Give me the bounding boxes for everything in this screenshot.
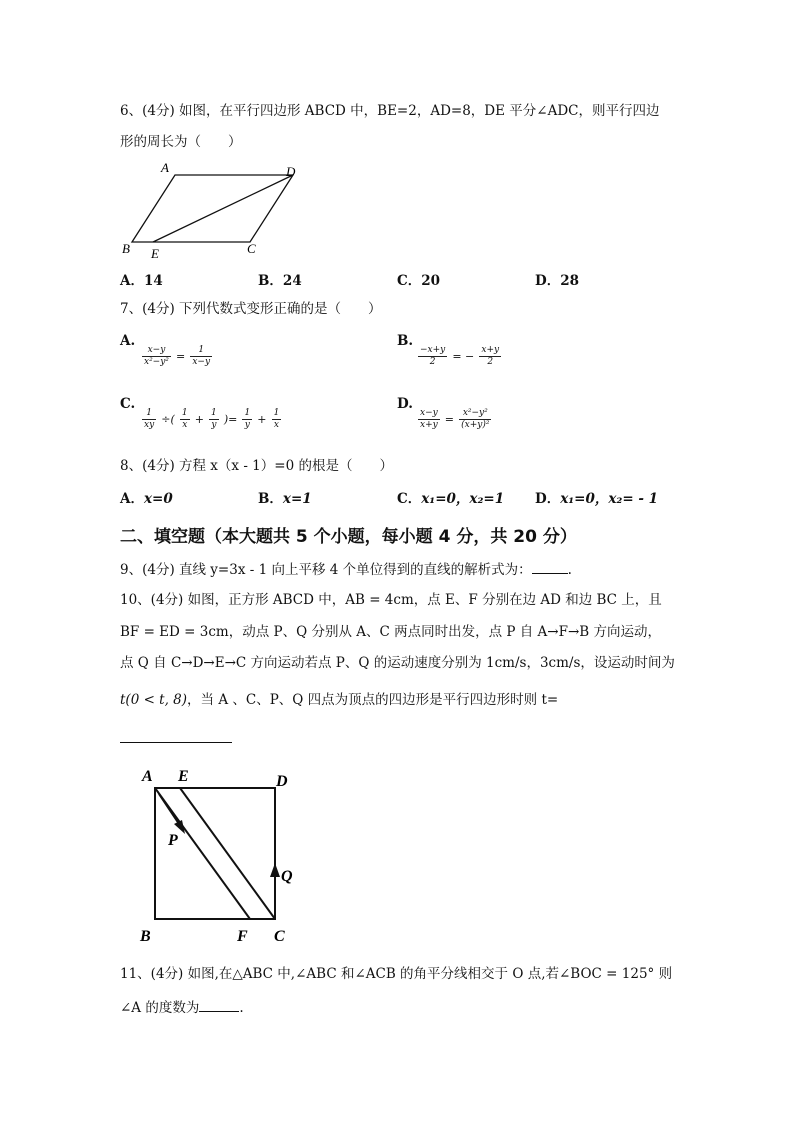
label-d: D bbox=[276, 773, 288, 790]
q10-line1: 10、(4分) 如图，正方形 ABCD 中，AB = 4cm，点 E、F 分别在边 AD 和边 BC 上，且 bbox=[120, 592, 662, 608]
label-c: C bbox=[247, 241, 256, 256]
q7-option-c-expr[interactable]: $\frac{1}{xy}$ ÷( $\frac{1}{x}$ + $\frac{1}{y}$ )= $\frac{1}{y}$ + $\frac{1}{x}$ bbox=[144, 408, 280, 430]
section2-heading: 二、填空题（本大题共 5 个小题，每小题 4 分，共 20 分） bbox=[120, 527, 577, 547]
q6-option-c[interactable]: C．20 bbox=[397, 273, 441, 289]
square-figure bbox=[130, 760, 305, 950]
q7-option-b-expr[interactable]: $\frac{-x+y}{2}$ = − $\frac{x+y}{2}$ bbox=[420, 345, 500, 367]
label-b: B bbox=[122, 241, 130, 256]
q10-answer-blank[interactable] bbox=[120, 741, 232, 743]
q8-stem: 8、(4分) 方程 x（x - 1）=0 的根是（ ） bbox=[120, 458, 393, 474]
label-e: E bbox=[178, 768, 189, 785]
q7-option-a-letter[interactable]: A. bbox=[120, 333, 136, 349]
q6-line2: 形的周长为（ ） bbox=[120, 134, 242, 150]
label-q: Q bbox=[281, 868, 293, 885]
q7-stem: 7、(4分) 下列代数式变形正确的是（ ） bbox=[120, 301, 382, 317]
q8-option-a[interactable]: A．x=0 bbox=[120, 491, 173, 507]
q11-line2: ∠A 的度数为 . bbox=[120, 1000, 244, 1016]
q7-option-d-expr[interactable]: $\frac{x-y}{x+y}$ = $\frac{\text{x²−y²}}{\text{(x+y)²}}$ bbox=[420, 408, 490, 430]
arrow-q-head bbox=[270, 863, 280, 877]
q6-line1: 6、(4分) 如图，在平行四边形 ABCD 中，BE=2，AD=8，DE 平分∠ADC，则平行四边 bbox=[120, 103, 660, 119]
label-b: B bbox=[140, 928, 151, 945]
q6-option-d[interactable]: D．28 bbox=[535, 273, 580, 289]
label-c: C bbox=[274, 928, 285, 945]
parallelogram-figure bbox=[115, 158, 305, 263]
q6-option-b[interactable]: B．24 bbox=[258, 273, 302, 289]
label-f: F bbox=[237, 928, 248, 945]
parallelogram-abcd bbox=[132, 175, 293, 242]
q9-line: 9、(4分) 直线 y=3x - 1 向上平移 4 个单位得到的直线的解析式为： . bbox=[120, 562, 572, 578]
q8-option-d[interactable]: D．x₁=0，x₂= - 1 bbox=[535, 491, 659, 507]
arrow-p-shaft bbox=[159, 794, 181, 827]
q8-option-b[interactable]: B．x=1 bbox=[258, 491, 312, 507]
q7-option-b-letter[interactable]: B. bbox=[397, 333, 414, 349]
q10-line4: t(0 < t, 8)，当 A 、C、P、Q 四点为顶点的四边形是平行四边形时则 t= bbox=[120, 692, 559, 708]
q10-line2: BF = ED = 3cm，动点 P、Q 分别从 A、C 两点同时出发，点 P 自 A→F→B 方向运动， bbox=[120, 624, 662, 640]
q8-option-c[interactable]: C．x₁=0，x₂=1 bbox=[397, 491, 505, 507]
segment-ec bbox=[180, 788, 275, 919]
q7-option-a-expr[interactable]: $\frac{x-y}{\text{x²−y²}}$ = $\frac{1}{x-y}$ bbox=[144, 345, 211, 367]
q10-line3: 点 Q 自 C→D→E→C 方向运动若点 P、Q 的运动速度分别为 1cm/s，3cm/s，设运动时间为 bbox=[120, 655, 675, 671]
label-a: A bbox=[142, 768, 153, 785]
label-p: P bbox=[168, 832, 178, 849]
square-abcd bbox=[155, 788, 275, 919]
q9-answer-blank[interactable] bbox=[532, 573, 568, 574]
q7-option-c-letter[interactable]: C. bbox=[120, 396, 136, 412]
label-e: E bbox=[151, 246, 159, 261]
q11-line1: 11、(4分) 如图,在△ABC 中,∠ABC 和∠ACB 的角平分线相交于 O 点,若∠BOC = 125° 则 bbox=[120, 966, 673, 982]
label-d: D bbox=[286, 164, 296, 179]
q7-option-d-letter[interactable]: D. bbox=[397, 396, 413, 412]
label-a: A bbox=[161, 160, 169, 175]
q11-answer-blank[interactable] bbox=[199, 1011, 239, 1012]
q6-option-a[interactable]: A．14 bbox=[120, 273, 163, 289]
